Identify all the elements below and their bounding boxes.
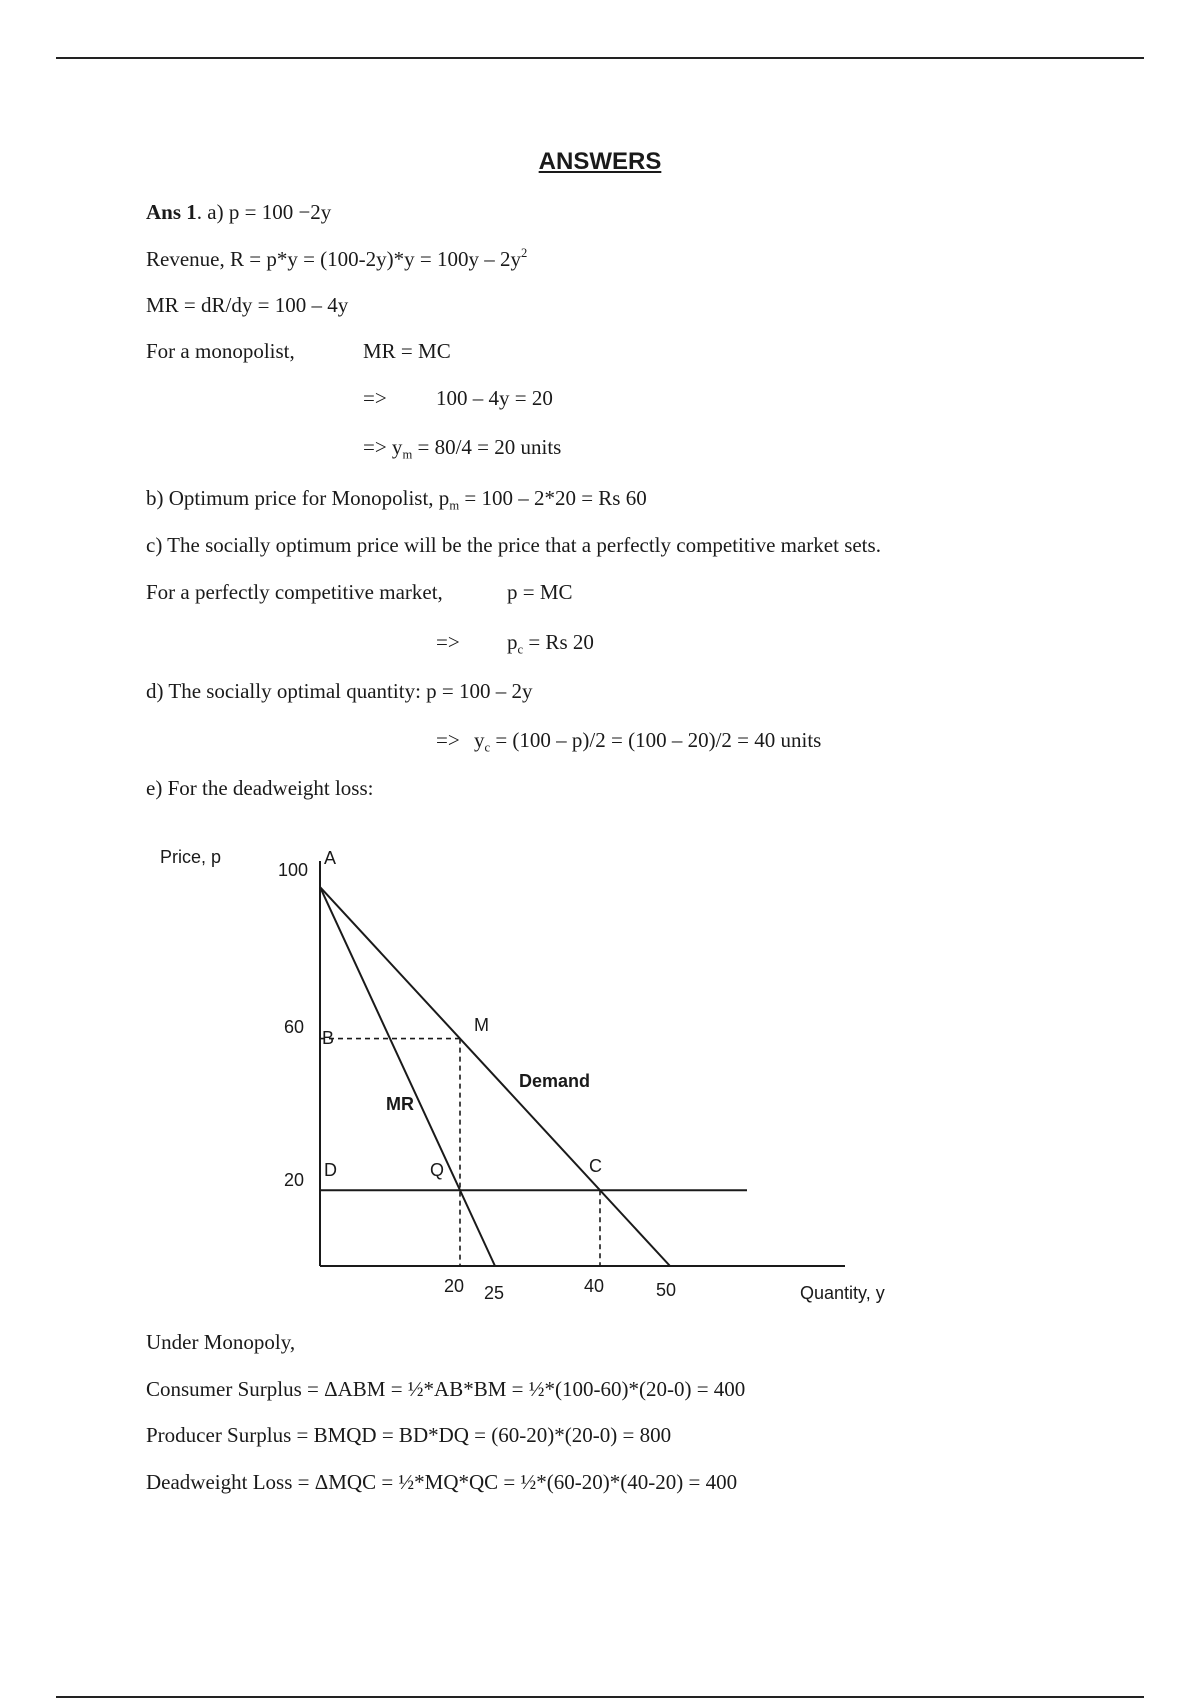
x-tick-label: 50 [656, 1280, 677, 1300]
mr-curve [320, 887, 495, 1266]
answer-label: Ans 1 [146, 200, 197, 224]
implies-arrow: => [436, 728, 460, 752]
marginal-revenue-equation: MR = dR/dy = 100 – 4y [146, 293, 349, 317]
point-label-c: C [589, 1156, 602, 1176]
producer-surplus: Producer Surplus = BMQD = BD*DQ = (60-20)*(20-0) = 800 [146, 1423, 672, 1447]
x-tick-label: 40 [584, 1276, 605, 1296]
consumer-surplus: Consumer Surplus = ΔABM = ½*AB*BM = ½*(100-60)*(20-0) = 400 [146, 1377, 746, 1401]
y-tick-label: 60 [284, 1017, 305, 1037]
x-tick-label: 20 [444, 1276, 465, 1296]
monopolist-label: For a monopolist, [146, 339, 295, 363]
implies-arrow: => [363, 386, 387, 410]
implies-arrow: => [436, 630, 460, 654]
deadweight-loss: Deadweight Loss = ΔMQC = ½*MQ*QC = ½*(60-20)*(40-20) = 400 [146, 1470, 738, 1494]
y-tick-label: 100 [278, 860, 309, 880]
page-title: ANSWERS [538, 148, 662, 175]
y-tick-label: 20 [284, 1170, 305, 1190]
point-label-m: M [474, 1015, 489, 1035]
competitive-condition: p = MC [507, 580, 573, 604]
revenue-equation: Revenue, $R = p*y = (100-2y)*y = 100y - 2y^2$ [146, 246, 528, 271]
monopolist-condition: MR = MC [363, 339, 451, 363]
point-label-a: A [324, 848, 337, 868]
point-label-d: D [324, 1160, 337, 1180]
part-d-statement: d) The socially optimal quantity: p = 100 – 2y [146, 679, 533, 703]
demand-curve [320, 887, 670, 1266]
monopoly-price: b) Optimum price for Monopolist, $p_m = 100 - 2*20 = Rs$ 60 [146, 486, 647, 513]
competitive-label: For a perfectly competitive market, [146, 580, 443, 604]
part-e-statement: e) For the deadweight loss: [146, 776, 374, 800]
surplus-heading: Under Monopoly, [146, 1330, 296, 1354]
monopoly-quantity: => $y_m = 80/4 = 20$ units [363, 435, 562, 462]
monopoly-step-1: 100 – 4y = 20 [436, 386, 553, 410]
mr-curve-label: MR [386, 1094, 414, 1114]
x-axis-title: Quantity, y [800, 1283, 885, 1303]
competitive-quantity: $y_c = (100 - p)/2 = (100 - 20)/2 = 40$ units [474, 728, 822, 755]
x-tick-label: 25 [484, 1283, 505, 1303]
bottom-rule [56, 1696, 1144, 1698]
part-c-statement: c) The socially optimum price will be the price that a perfectly competitive market sets. [146, 533, 881, 557]
demand-curve-label: Demand [519, 1071, 591, 1091]
competitive-price: $p_c = Rs$ 20 [507, 630, 594, 657]
answer-1-part-a: Ans 1. a) p = 100 −2y [146, 200, 332, 224]
point-label-q: Q [430, 1160, 445, 1180]
y-axis-title: Price, p [160, 847, 222, 867]
point-label-b: B [322, 1028, 335, 1048]
